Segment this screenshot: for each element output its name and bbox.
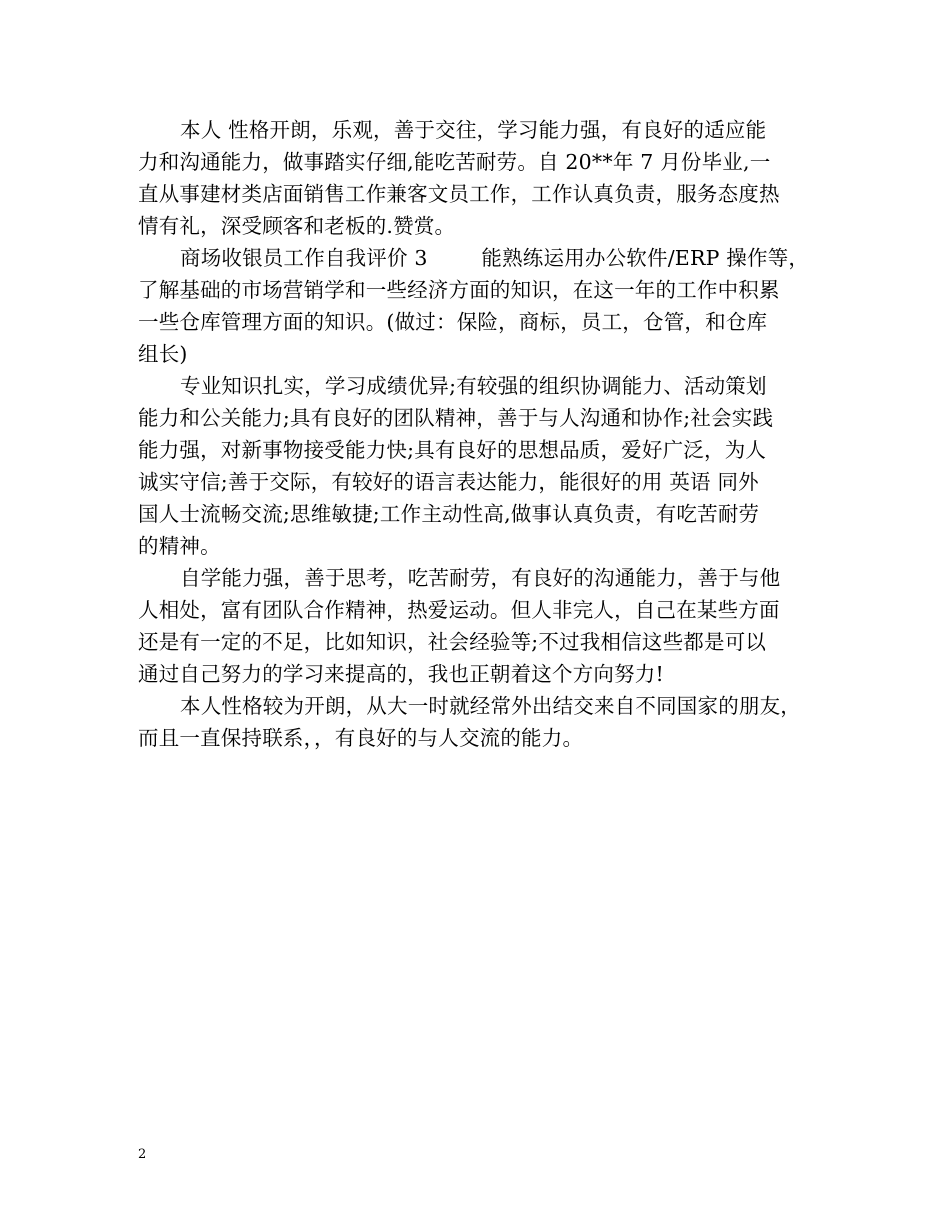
text-line: 的精神。 <box>138 534 221 558</box>
text-line: 诚实守信;善于交际，有较好的语言表达能力，能很好的用 英语 同外 <box>138 470 759 494</box>
text-line: 直从事建材类店面销售工作兼客文员工作，工作认真负责，服务态度热 <box>138 182 780 206</box>
text-line: 了解基础的市场营销学和一些经济方面的知识，在这一年的工作中积累 <box>138 278 780 302</box>
text-line: 专业知识扎实，学习成绩优异;有较强的组织协调能力、活动策划 <box>180 374 767 398</box>
page-number: 2 <box>138 1147 147 1162</box>
text-line: 能力强，对新事物接受能力快;具有良好的思想品质，爱好广泛，为人 <box>138 438 767 462</box>
text-line: 通过自己努力的学习来提高的，我也正朝着这个方向努力! <box>138 662 664 686</box>
text-line: 情有礼，深受顾客和老板的.赞赏。 <box>138 214 456 238</box>
text-line: 自学能力强，善于思考，吃苦耐劳，有良好的沟通能力，善于与他 <box>180 566 781 590</box>
text-line: 组长) <box>138 342 188 366</box>
text-line: 本人 性格开朗，乐观，善于交往，学习能力强，有良好的适应能 <box>180 118 767 142</box>
text-line: 本人性格较为开朗，从大一时就经常外出结交来自不同国家的朋友， <box>180 694 801 718</box>
document-body <box>138 114 822 754</box>
text-line: 人相处，富有团队合作精神，热爱运动。但人非完人，自己在某些方面 <box>138 598 780 622</box>
text-line: 还是有一定的不足，比如知识，社会经验等;不过我相信这些都是可以 <box>138 630 767 654</box>
text-line: 力和沟通能力，做事踏实仔细,能吃苦耐劳。自 20**年 7 月份毕业,一 <box>138 150 771 174</box>
text-line: 一些仓库管理方面的知识。(做过：保险，商标，员工，仓管，和仓库 <box>138 310 768 334</box>
text-line: 国人士流畅交流;思维敏捷;工作主动性高,做事认真负责，有吃苦耐劳 <box>138 502 760 526</box>
text-line: 商场收银员工作自我评价 3 能熟练运用办公软件/ERP 操作等， <box>180 246 810 270</box>
text-line: 而且一直保持联系，，有良好的与人交流的能力。 <box>138 726 584 750</box>
text-line: 能力和公关能力;具有良好的团队精神，善于与人沟通和协作;社会实践 <box>138 406 774 430</box>
